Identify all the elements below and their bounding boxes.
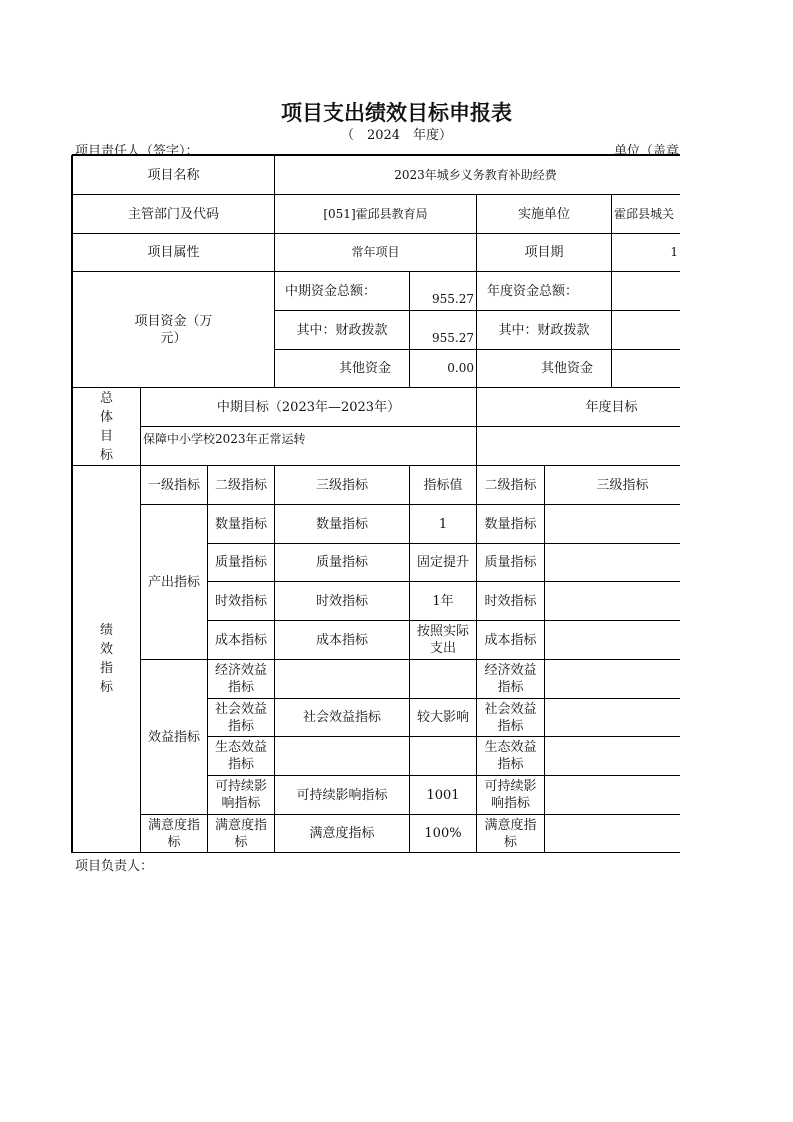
mid-other-value: 0.00	[409, 349, 476, 387]
year-level3-indicator	[544, 775, 680, 814]
year-level2-indicator: 满意度指标	[476, 814, 544, 852]
dept-label: 主管部门及代码	[72, 194, 274, 233]
project-leader-label: 项目负责人：	[75, 859, 154, 874]
level3-indicator: 时效指标	[274, 581, 409, 620]
funds-label: 项目资金（万元）	[72, 271, 274, 387]
indicator-value: 1001	[409, 775, 476, 814]
overall-goal-label	[72, 387, 140, 465]
year-other-value	[611, 349, 680, 387]
year-other-label: 其他资金	[476, 349, 611, 387]
period-label: 项目期	[476, 233, 611, 271]
responsible-signature-label: 项目责任人（签字）：	[75, 144, 199, 159]
project-name-label: 项目名称	[72, 155, 274, 194]
period-value: 1	[611, 233, 680, 271]
level3-indicator: 社会效益指标	[274, 698, 409, 736]
overall-goal-text: 总体目标	[99, 390, 113, 463]
indicator-value: 按照实际支出	[409, 620, 476, 659]
attr-label: 项目属性	[72, 233, 274, 271]
table-top-border	[72, 154, 680, 156]
indicator-value	[409, 659, 476, 698]
page-title: 项目支出绩效目标申报表	[281, 101, 512, 125]
header-cell: 指标值	[409, 465, 476, 504]
attr-value: 常年项目	[274, 233, 476, 271]
year-total-value	[611, 271, 680, 310]
level3-indicator: 可持续影响指标	[274, 775, 409, 814]
unit-seal-label: 单位（盖章	[614, 144, 680, 159]
header-cell: 三级指标	[544, 465, 680, 504]
indicator-value: 1年	[409, 581, 476, 620]
year-goal-label: 年度目标	[476, 387, 680, 426]
mid-fiscal-label: 其中：财政拨款	[274, 310, 409, 349]
level2-indicator: 生态效益指标	[207, 736, 274, 775]
dept-value: [051]霍邱县教育局	[274, 194, 476, 233]
year-fiscal-value	[611, 310, 680, 349]
level3-indicator: 质量指标	[274, 543, 409, 581]
level3-indicator	[274, 659, 409, 698]
mid-total-value: 955.27	[409, 271, 476, 310]
year-level3-indicator	[544, 736, 680, 775]
mid-other-label: 其他资金	[274, 349, 409, 387]
year-level2-indicator: 社会效益指标	[476, 698, 544, 736]
group-satisfaction: 满意度指标	[140, 814, 207, 852]
mid-fiscal-value: 955.27	[409, 310, 476, 349]
level2-indicator: 质量指标	[207, 543, 274, 581]
level2-indicator: 满意度指标	[207, 814, 274, 852]
level2-indicator: 社会效益指标	[207, 698, 274, 736]
level3-indicator	[274, 736, 409, 775]
perf-label-text: 绩效指标	[99, 623, 113, 695]
level2-indicator: 成本指标	[207, 620, 274, 659]
header-cell: 二级指标	[476, 465, 544, 504]
indicator-value: 固定提升	[409, 543, 476, 581]
level2-indicator: 时效指标	[207, 581, 274, 620]
year-level3-indicator	[544, 698, 680, 736]
year-level3-indicator	[544, 581, 680, 620]
year-level3-indicator	[544, 814, 680, 852]
report-year: （ 2024 年度）	[340, 128, 453, 143]
indicator-value	[409, 736, 476, 775]
level3-indicator: 成本指标	[274, 620, 409, 659]
year-level2-indicator: 成本指标	[476, 620, 544, 659]
year-level2-indicator: 经济效益指标	[476, 659, 544, 698]
indicator-value: 100%	[409, 814, 476, 852]
table-left-border	[71, 155, 73, 853]
indicator-value: 较大影响	[409, 698, 476, 736]
mid-goal-label: 中期目标（2023年—2023年）	[140, 387, 476, 426]
header-cell: 三级指标	[274, 465, 409, 504]
header-cell: 一级指标	[140, 465, 207, 504]
year-level2-indicator: 生态效益指标	[476, 736, 544, 775]
impl-unit-label: 实施单位	[476, 194, 611, 233]
group-benefit: 效益指标	[140, 659, 207, 814]
year-level2-indicator: 时效指标	[476, 581, 544, 620]
impl-unit-value: 霍邱县城关	[611, 194, 680, 233]
table-bottom-border	[72, 852, 680, 853]
year-level2-indicator: 数量指标	[476, 504, 544, 543]
year-fiscal-label: 其中：财政拨款	[476, 310, 611, 349]
level3-indicator: 满意度指标	[274, 814, 409, 852]
year-level3-indicator	[544, 543, 680, 581]
group-output: 产出指标	[140, 504, 207, 659]
header-cell: 二级指标	[207, 465, 274, 504]
year-level3-indicator	[544, 659, 680, 698]
level2-indicator: 数量指标	[207, 504, 274, 543]
indicator-value: 1	[409, 504, 476, 543]
year-level2-indicator: 可持续影响指标	[476, 775, 544, 814]
year-goal-text	[476, 426, 680, 465]
level3-indicator: 数量指标	[274, 504, 409, 543]
year-level3-indicator	[544, 620, 680, 659]
mid-goal-text: 保障中小学校2023年正常运转	[140, 426, 476, 465]
level2-indicator: 可持续影响指标	[207, 775, 274, 814]
year-level2-indicator: 质量指标	[476, 543, 544, 581]
perf-label	[72, 465, 140, 852]
year-level3-indicator	[544, 504, 680, 543]
level2-indicator: 经济效益指标	[207, 659, 274, 698]
project-name-value: 2023年城乡义务教育补助经费	[274, 155, 680, 194]
year-total-label: 年度资金总额：	[476, 271, 611, 310]
mid-total-label: 中期资金总额：	[274, 271, 409, 310]
